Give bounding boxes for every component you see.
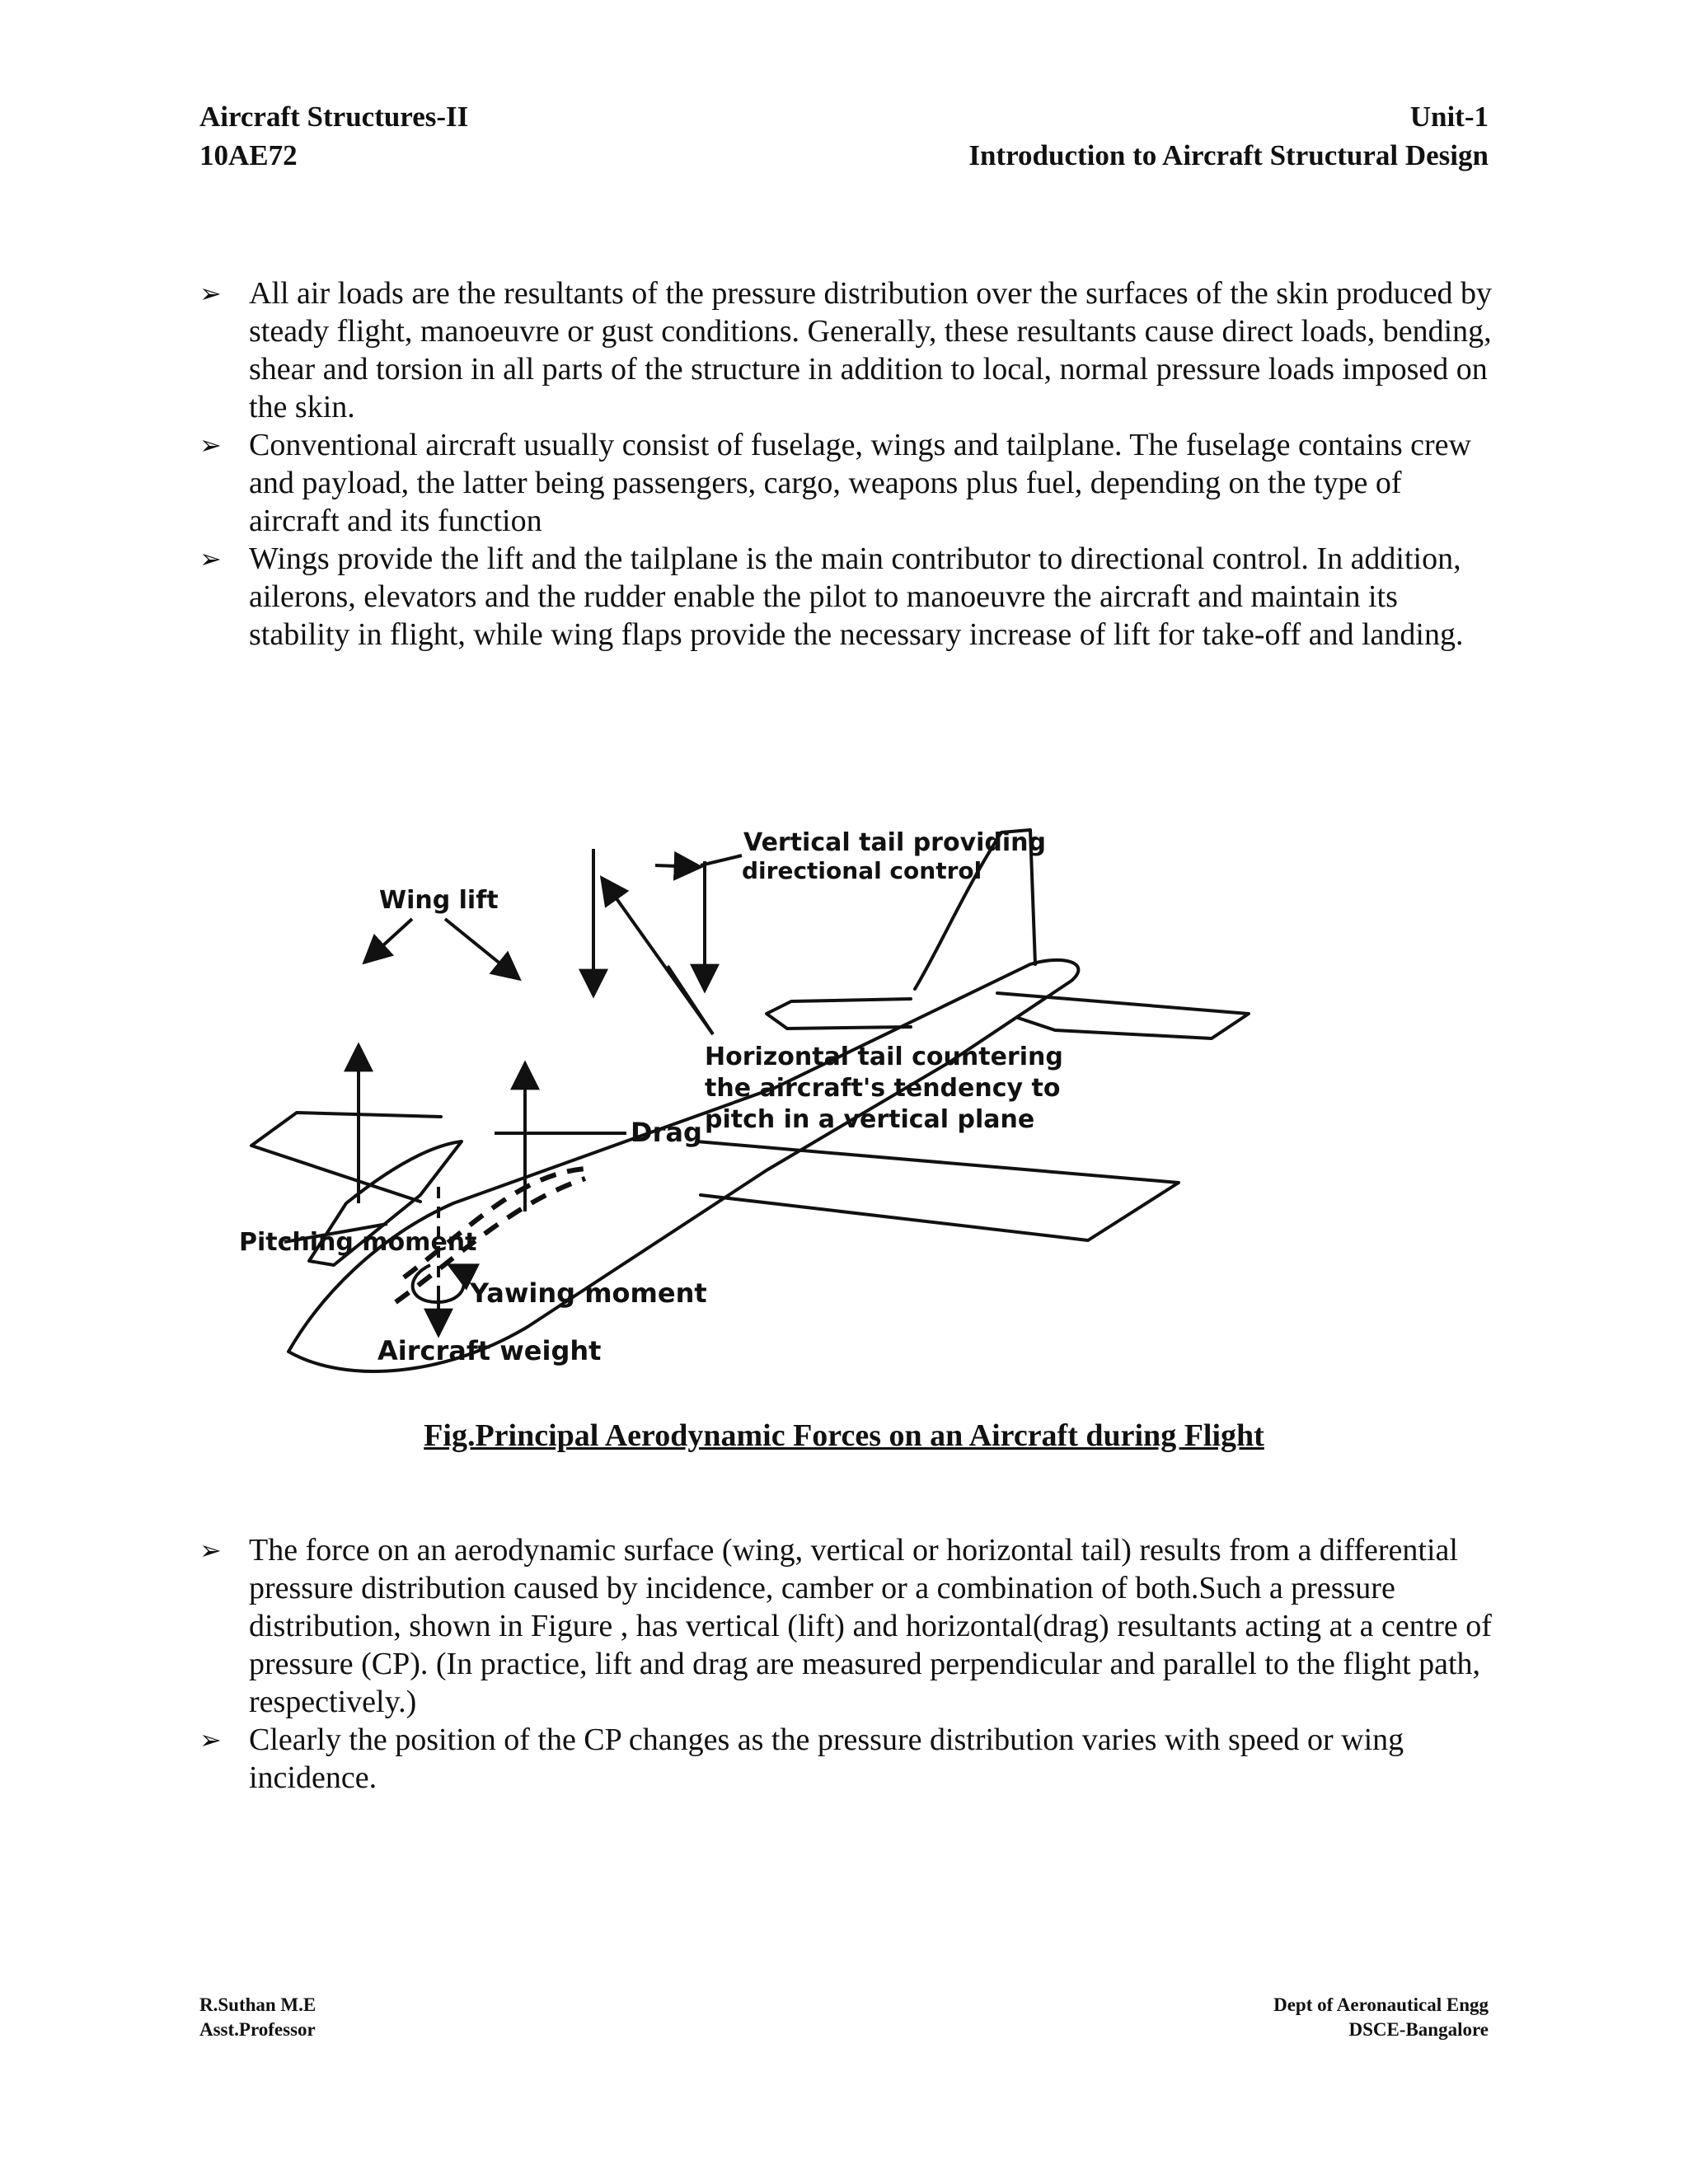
bullet-item <box>199 1531 1493 1721</box>
bullet-list-bottom <box>199 1531 1493 1797</box>
wing-lift-leader <box>445 919 519 979</box>
bullet-item <box>199 1721 1493 1797</box>
vertical-tail-label-1: Vertical tail providing <box>743 828 1047 857</box>
arrow-bullet-icon: ➢ <box>199 279 222 308</box>
bullet-item <box>199 274 1493 426</box>
arrow-bullet-icon: ➢ <box>199 544 222 574</box>
vertical-tail-label-2: directional control <box>742 857 982 884</box>
aircraft-forces-figure <box>239 816 1492 1442</box>
yawing-moment-label: Yawing moment <box>470 1277 707 1309</box>
arrow-bullet-icon: ➢ <box>199 1725 222 1755</box>
horizontal-tail-label-1: Horizontal tail countering <box>705 1043 1063 1071</box>
author-role: Asst.Professor <box>199 2019 316 2040</box>
arrow-bullet-icon: ➢ <box>199 1535 222 1565</box>
bullet-text: The force on an aerodynamic surface (wing, vertical or horizontal tail) results from a differential pressure distribution caused by incidence, camber or a combination of both.Such a pressure distribution, shown in Figure , has vertical (lift) and horizontal(drag) resultants acting at a centre of pressure (CP). (In practice, lift and drag are measured perpendicular and parallel to the flight path, respectively.) <box>249 1533 1492 1719</box>
aircraft-diagram <box>239 816 1492 1442</box>
bullet-text: Wings provide the lift and the tailplane is the main contributor to directional control. In addition, ailerons, elevators and the rudder enable the pilot to manoeuvre the aircraft and maintain its stability in flight, while wing flaps provide the necessary increase of lift for take-off and landing. <box>249 541 1464 652</box>
horizontal-tail-label-2: the aircraft's tendency to <box>705 1074 1061 1103</box>
course-name: Aircraft Structures-II <box>199 101 469 133</box>
figure-caption: Fig.Principal Aerodynamic Forces on an Aircraft during Flight <box>424 1418 1264 1453</box>
horizontal-tail-left <box>767 999 911 1029</box>
department: Dept of Aeronautical Engg <box>1273 1994 1489 2015</box>
unit-title: Introduction to Aircraft Structural Design <box>968 139 1489 171</box>
right-wing-outline <box>696 1141 1179 1240</box>
bullet-item <box>199 426 1493 540</box>
bullet-text: Clearly the position of the CP changes as the pressure distribution varies with speed or wing incidence. <box>249 1722 1404 1795</box>
bullet-text: Conventional aircraft usually consist of fuselage, wings and tailplane. The fuselage contains crew and payload, the latter being passengers, cargo, weapons plus fuel, depending on the type of aircraft and its function <box>249 428 1471 538</box>
vertical-tail-leader <box>701 855 742 865</box>
flight-path-dashed <box>404 1169 585 1277</box>
wing-lift-leader <box>364 919 412 963</box>
wing-lift-label: Wing lift <box>379 886 499 915</box>
bullet-item <box>199 540 1493 654</box>
horizontal-tail-label-3: pitch in a vertical plane <box>705 1105 1035 1134</box>
bullet-list-top <box>199 274 1493 654</box>
college: DSCE-Bangalore <box>1348 2019 1489 2040</box>
drag-label: Drag <box>631 1117 702 1148</box>
fuselage-outline <box>288 960 1078 1371</box>
page-header <box>199 97 1489 175</box>
rudder-force-arrow <box>655 865 701 867</box>
pitching-moment-label: Pitching moment <box>239 1228 477 1257</box>
bullet-text: All air loads are the resultants of the pressure distribution over the surfaces of the skin produced by steady flight, manoeuvre or gust conditions. Generally, these resultants cause direct loads, bending, shear and torsion in all parts of the structure in addition to local, normal pressure loads imposed on the skin. <box>249 276 1492 424</box>
course-code: 10AE72 <box>199 139 298 171</box>
aircraft-weight-label: Aircraft weight <box>377 1335 602 1366</box>
page-footer <box>199 1993 1489 2042</box>
horizontal-tail-right <box>997 993 1249 1038</box>
unit-number: Unit-1 <box>1409 101 1489 133</box>
arrow-bullet-icon: ➢ <box>199 430 222 460</box>
author-name: R.Suthan M.E <box>199 1994 316 2015</box>
